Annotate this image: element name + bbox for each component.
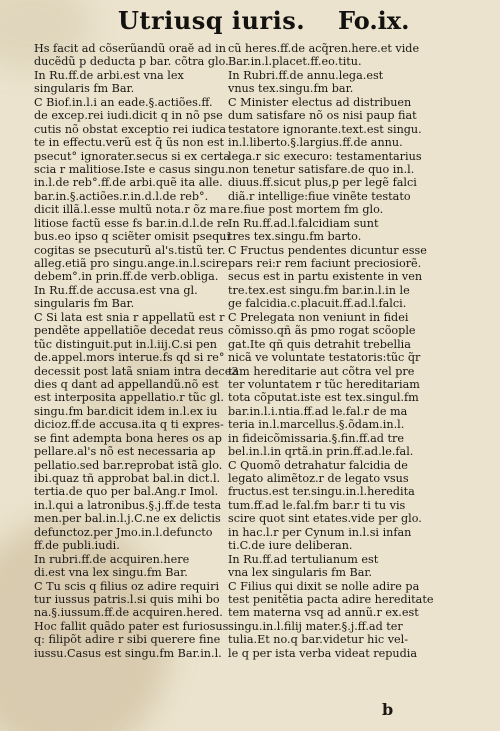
text-line: C Minister electus ad distribuen: [228, 95, 412, 109]
text-line: C Prelegata non veniunt in fidei: [228, 310, 409, 324]
text-line: ibi.quaz tñ approbat bal.in dict.l.: [34, 472, 221, 485]
text-line: bel.in.l.in qrtã.in prin.ff.ad.le.fal.: [228, 445, 414, 459]
text-line: C Quomõ detrahatur falcidia de: [228, 458, 408, 472]
text-line: decessit post latã sniam intra dece3: [34, 364, 239, 378]
text-line: litiose factũ esse fs bar.in.d.l.de re: [34, 216, 229, 230]
text-line: test penitẽtia pacta adire hereditate: [228, 592, 434, 606]
text-line: tota cõputat.iste est tex.singul.fm: [228, 391, 419, 405]
text-line: vna lex singularis fm Bar.: [228, 566, 373, 580]
text-line: cogitas se psecuturũ al's.tistũ ter.: [34, 243, 226, 257]
text-line: Hs facit ad cõserũandũ oraĕ ad in: [34, 42, 226, 55]
text-line: cutis nõ obstat exceptio rei iudica: [34, 122, 227, 136]
folio-number: Fo.ix.: [338, 6, 410, 35]
text-line: pellatio.sed bar.reprobat istã glo.: [34, 458, 223, 472]
text-line: Bar.in.l.placet.ff.eo.titu.: [228, 55, 362, 69]
signature-mark: b: [382, 700, 394, 719]
text-line: singu.in.l.filij mater.§.j.ff.ad ter: [228, 619, 403, 633]
text-line: dies q dant ad appellandũ.nõ est: [34, 377, 219, 391]
text-line: pendẽte appellatiõe decedat reus: [34, 324, 224, 338]
text-line: in.l.liberto.§.largius.ff.de annu.: [228, 136, 403, 150]
running-title: Utriusq iuris.: [118, 6, 306, 35]
text-line: ge falcidia.c.placuit.ff.ad.l.falci.: [228, 297, 407, 311]
text-line: secus est in partu existente in ven: [228, 270, 423, 284]
text-line: defunctoz.per Jmo.in.l.defuncto: [34, 525, 213, 539]
text-line: di.est vna lex singu.fm Bar.: [34, 566, 188, 580]
text-line: iussu.Casus est singu.fm Bar.in.l.: [34, 646, 222, 660]
text-line: le q per ista verba videat repudia: [228, 646, 418, 660]
text-line: C Tu scis q filius oz adire requiri: [34, 579, 220, 593]
text-column-left: [34, 42, 239, 660]
text-line: bar.in.§.actiões.r.in.d.l.de reb°.: [34, 189, 209, 203]
text-line: tam hereditarie aut cõtra vel pre: [228, 364, 415, 378]
text-line: in.l.de reb°.ff.de arbi.quẽ ita alle.: [34, 176, 223, 190]
text-line: est interposita appellatio.r tũc gl.: [34, 391, 224, 405]
text-line: C Si lata est snia r appellatũ est r: [34, 310, 225, 324]
text-line: tertia.de quo per bal.Ang.r Imol.: [34, 485, 219, 499]
text-line: In Ru.ff.ad tertulianum est: [228, 552, 379, 566]
text-line: se fint adempta bona heres os ap: [34, 431, 222, 445]
text-line: Hoc fallit quãdo pater est furiosus: [34, 619, 229, 633]
text-line: testatore ignorante.text.est singu.: [228, 122, 422, 136]
text-line: in fideicõmissaria.§.fin.ff.ad tre: [228, 431, 404, 445]
text-line: pellare.al's nõ est necessaria ap: [34, 445, 216, 459]
text-line: tũc distinguit.put in.l.iij.C.si pen: [34, 337, 217, 351]
text-line: dicioz.ff.de accusa.ita q ti expres-: [34, 418, 224, 432]
text-line: In Ru.ff.de accusa.est vna gl.: [34, 283, 198, 297]
text-line: q: filipõt adire r sibi querere fine: [34, 633, 221, 647]
text-line: singu.fm bar.dicit idem in.l.ex iu: [34, 404, 218, 418]
text-line: nicã ve voluntate testatoris:tũc q̃r: [228, 351, 421, 365]
text-line: ducẽdũ p deducta p bar. cõtra glo.: [34, 55, 229, 69]
text-line: C Filius qui dixit se nolle adire pa: [228, 579, 420, 593]
text-line: ff.de publi.iudi.: [34, 539, 120, 553]
text-line: cõmisso.qñ ãs pmo rogat scõople: [228, 324, 416, 338]
text-line: tem materna vsq ad annũ.r ex.est: [228, 606, 419, 620]
text-line: tre.tex.est singu.fm bar.in.l.in le: [228, 283, 410, 297]
text-line: In Ru.ff.ad.l.falcidiam sunt: [228, 216, 379, 230]
text-line: bus.eo ipso q sciẽter omisit psequi: [34, 230, 231, 244]
text-line: alleg.etiã pro singu.ange.in.l.scire: [34, 257, 228, 270]
text-line: scire quot sint etates.vide per glo.: [228, 512, 422, 526]
text-line: singularis fm Bar.: [34, 82, 135, 96]
text-line: psecut° ignorater.secus si ex certa: [34, 149, 231, 163]
text-line: In Rubri.ff.de annu.lega.est: [228, 68, 384, 82]
text-line: dicit illã.l.esse multũ nota.r õz ma: [34, 203, 227, 217]
text-line: vnus tex.singu.fm bar.: [228, 82, 354, 96]
text-line: tur iussus patris.l.si quis mihi bo: [34, 592, 220, 606]
text-line: pars rei:r rem faciunt preciosiorẽ.: [228, 257, 422, 270]
text-line: men.per bal.in.l.j.C.ne ex delictis: [34, 512, 221, 526]
text-line: cũ heres.ff.de acq̃ren.here.et vide: [228, 42, 420, 55]
text-line: non tenetur satisfare.de quo in.l.: [228, 162, 415, 176]
text-line: de.appel.mors interue.fs qd si re°: [34, 351, 225, 365]
text-line: ter voluntatem r tũc hereditariam: [228, 377, 420, 391]
text-line: C Fructus pendentes dicuntur esse: [228, 243, 427, 257]
text-line: te in effectu.verũ est q̃ ũs non est: [34, 136, 224, 150]
text-line: ti.C.de iure deliberan.: [228, 539, 353, 553]
text-line: fructus.est ter.singu.in.l.heredita: [228, 485, 415, 499]
text-line: singularis fm Bar.: [34, 297, 135, 311]
text-line: In rubri.ff.de acquiren.here: [34, 552, 190, 566]
text-line: gat.Ite qñ quis detrahit trebellia: [228, 337, 411, 351]
text-line: diã.r intellige:fiue vinẽte testato: [228, 189, 411, 203]
text-line: C Biof.in.l.i an eade.§.actiões.ff.: [34, 95, 213, 109]
text-line: tres tex.singu.fm barto.: [228, 230, 362, 244]
text-line: bar.in.l.i.ntia.ff.ad le.fal.r de ma: [228, 404, 408, 418]
text-line: re.fiue post mortem fm glo.: [228, 203, 384, 217]
text-line: de excep.rei iudi.dicit q in nõ pse: [34, 109, 223, 123]
text-line: lega.r sic execuro: testamentarius: [228, 149, 422, 163]
text-line: diuus.ff.sicut plus,p per legẽ falci: [228, 176, 417, 190]
text-line: tulia.Et no.q bar.videtur hic vel-: [228, 633, 409, 647]
text-line: in hac.l.r per Cynum in.l.si infan: [228, 525, 412, 539]
text-line: dum satisfare nõ os nisi paup fiat: [228, 109, 417, 123]
text-line: legato alimẽtoz.r de legato vsus: [228, 472, 409, 485]
text-line: in.l.qui a latronibus.§.j.ff.de testa: [34, 498, 222, 512]
text-line: In Ru.ff.de arbi.est vna lex: [34, 68, 184, 82]
text-line: na.§.iussum.ff.de acquiren.hered.: [34, 606, 223, 620]
text-line: scia r malitiose.Iste e casus singu.: [34, 162, 229, 176]
text-column-right: [228, 42, 448, 660]
text-line: debem°.in prin.ff.de verb.obliga.: [34, 270, 219, 284]
text-line: teria in.l.marcellus.§.õdam.in.l.: [228, 418, 405, 432]
text-line: tum.ff.ad le.fal.fm bar.r ti tu vis: [228, 498, 406, 512]
